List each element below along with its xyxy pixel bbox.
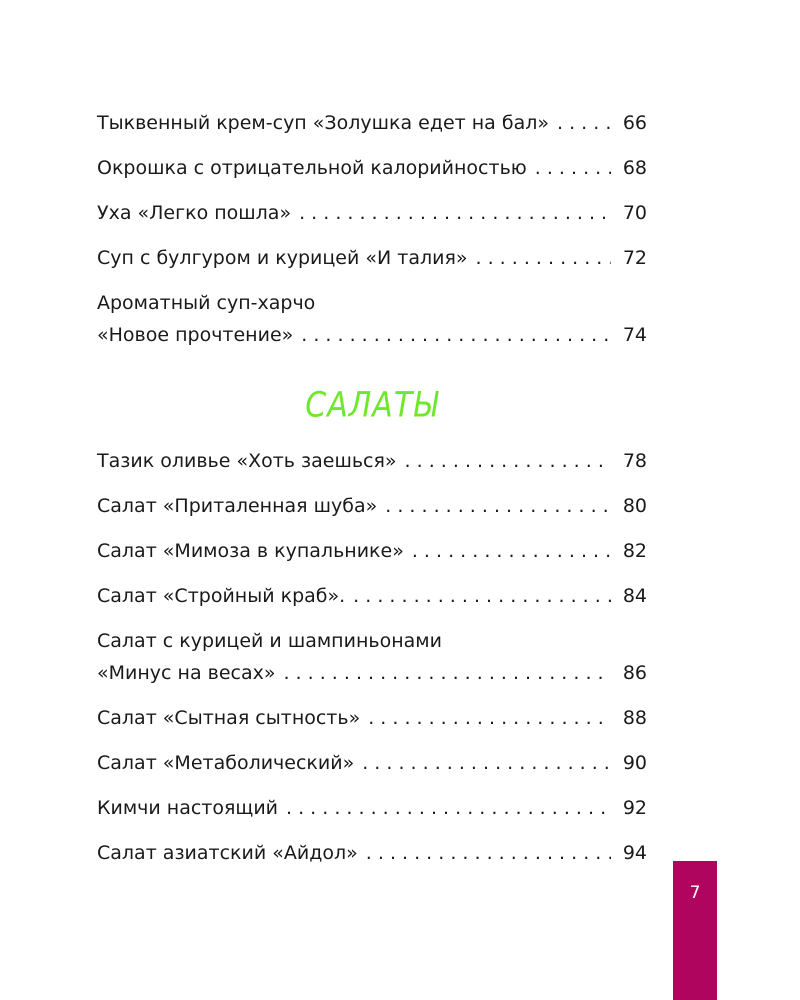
- toc-entry[interactable]: [97, 584, 647, 608]
- entry-page: 80: [622, 495, 647, 517]
- section-heading-salads: САЛАТЫ: [305, 385, 439, 426]
- toc-entry[interactable]: [97, 796, 647, 820]
- entry-page: 78: [622, 450, 647, 472]
- entry-page: 66: [622, 112, 647, 134]
- entry-title: Салат «Стройный краб».: [97, 585, 346, 607]
- entry-title: Салат «Мимоза в купальнике»: [97, 540, 404, 562]
- entry-title-line1[interactable]: Салат с курицей и шампиньонами: [97, 630, 442, 652]
- entry-title: Тыквенный крем-суп «Золушка едет на бал»: [97, 112, 549, 134]
- toc-entry[interactable]: [97, 841, 647, 865]
- entry-page: 92: [622, 797, 647, 819]
- dot-leader: [405, 449, 611, 473]
- entry-title: Суп с булгуром и курицей «И талия»: [97, 247, 468, 269]
- page-number-tab: [673, 861, 717, 1000]
- dot-leader: [301, 323, 611, 347]
- entry-title: Салат «Приталенная шуба»: [97, 495, 378, 517]
- entry-page: 72: [622, 247, 647, 269]
- dot-leader: [299, 201, 611, 225]
- dot-leader: [366, 841, 611, 865]
- toc-entry[interactable]: [97, 539, 647, 563]
- entry-title: Уха «Легко пошла»: [97, 202, 292, 224]
- entry-page: 82: [622, 540, 647, 562]
- dot-leader: [283, 661, 611, 685]
- entry-page: 68: [622, 157, 647, 179]
- dot-leader: [557, 111, 611, 135]
- toc-entry[interactable]: [97, 706, 647, 730]
- entry-page: 84: [622, 585, 647, 607]
- toc-entry[interactable]: [97, 494, 647, 518]
- page-number: 7: [689, 883, 701, 903]
- dot-leader: [362, 751, 611, 775]
- toc-entry[interactable]: [97, 156, 647, 180]
- toc-entry[interactable]: [97, 201, 647, 225]
- dot-leader: [476, 246, 611, 270]
- entry-title: Салат «Сытная сытность»: [97, 707, 361, 729]
- entry-page: 74: [622, 324, 647, 346]
- dot-leader: [535, 156, 611, 180]
- entry-title: Салат «Метаболический»: [97, 752, 355, 774]
- dot-leader: [385, 494, 611, 518]
- toc-entry[interactable]: [97, 246, 647, 270]
- entry-title: Окрошка с отрицательной калорийностью: [97, 157, 527, 179]
- entry-title: Кимчи настоящий: [97, 797, 279, 819]
- toc-entry[interactable]: [97, 661, 647, 685]
- entry-page: 90: [622, 752, 647, 774]
- entry-title: Салат азиатский «Айдол»: [97, 842, 358, 864]
- entry-title-line2: «Минус на весах»: [97, 662, 276, 684]
- toc-entry[interactable]: [97, 449, 647, 473]
- entry-page: 94: [622, 842, 647, 864]
- entry-page: 70: [622, 202, 647, 224]
- entry-page: 88: [622, 707, 647, 729]
- dot-leader: [286, 796, 611, 820]
- toc-entry[interactable]: [97, 751, 647, 775]
- toc-entry[interactable]: [97, 111, 647, 135]
- toc-entry[interactable]: [97, 323, 647, 347]
- entry-title-line2: «Новое прочтение»: [97, 324, 294, 346]
- dot-leader: [368, 706, 611, 730]
- entry-title: Тазик оливье «Хоть заешься»: [97, 450, 397, 472]
- entry-title-line1[interactable]: Ароматный суп-харчо: [97, 292, 316, 314]
- dot-leader: [353, 584, 611, 608]
- entry-page: 86: [622, 662, 647, 684]
- dot-leader: [412, 539, 611, 563]
